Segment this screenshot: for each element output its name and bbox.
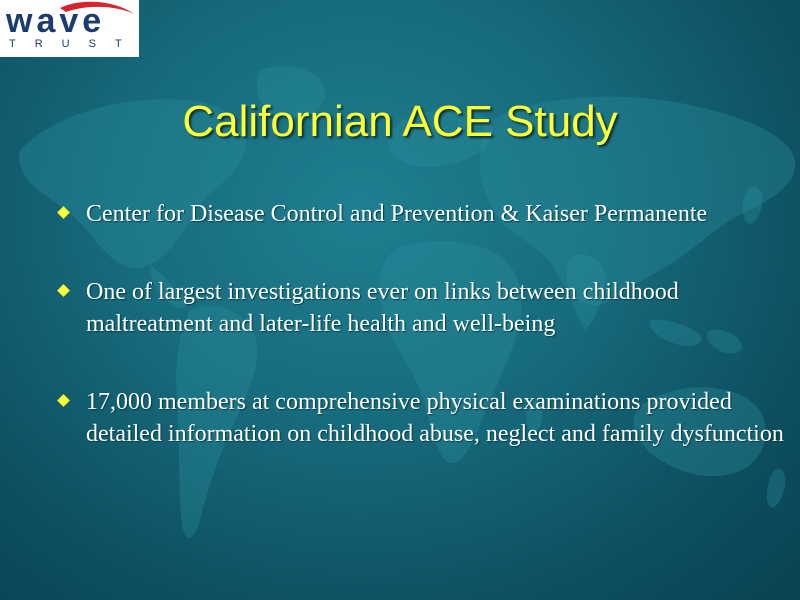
bullet-item: [56, 276, 796, 340]
diamond-bullet-icon: [57, 284, 70, 297]
bullet-item: [56, 198, 796, 230]
bullet-text: One of largest investigations ever on links between childhood maltreatment and later-life health and well-being: [86, 279, 679, 337]
bullet-text: Center for Disease Control and Prevention & Kaiser Permanente: [86, 201, 708, 227]
diamond-bullet-icon: [57, 206, 70, 219]
logo-subtitle: TRUST: [9, 38, 141, 50]
diamond-bullet-icon: [57, 394, 70, 407]
bullet-item: [56, 386, 796, 450]
bullet-text: 17,000 members at comprehensive physical examinations provided detailed information on childhood abuse, neglect and family dysfunction: [86, 389, 784, 447]
logo-wordmark: wave: [6, 2, 106, 40]
wave-trust-logo: [0, 0, 139, 57]
slide-title: Californian ACE Study: [182, 97, 618, 146]
bullet-list: [56, 198, 796, 450]
